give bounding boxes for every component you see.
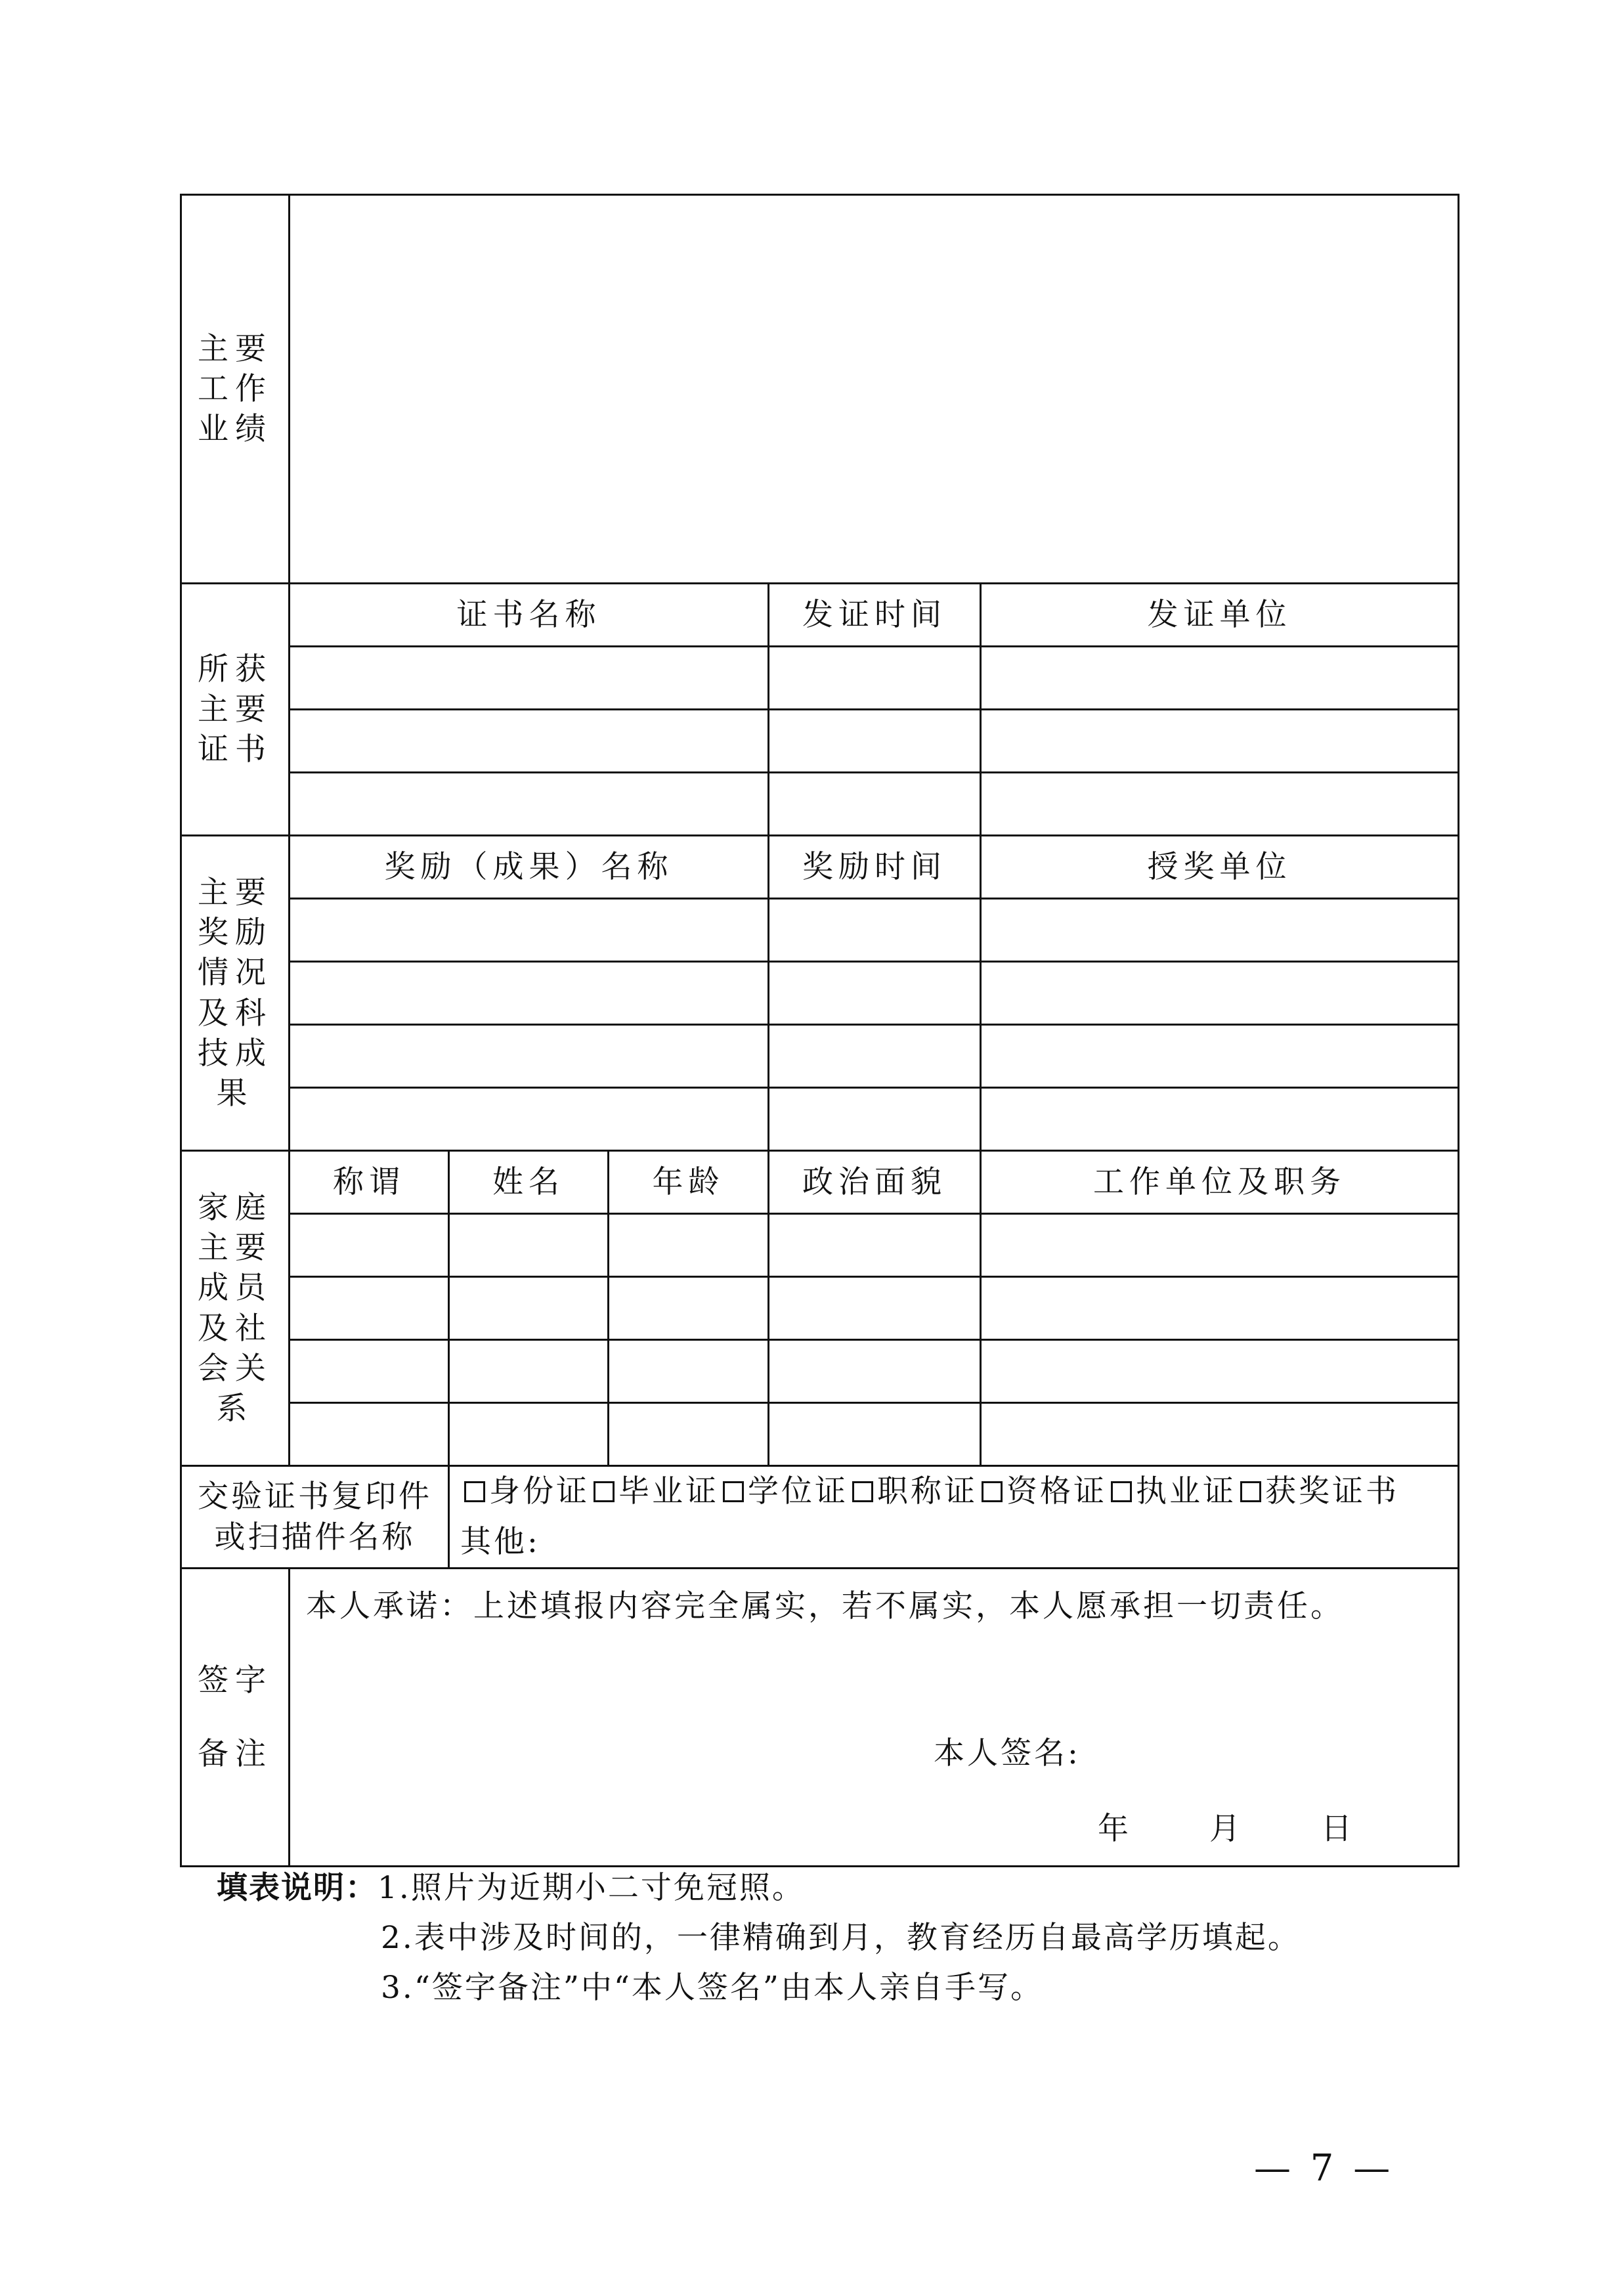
instruction-item: 2.表中涉及时间的，一律精确到月，教育经历自最高学历填起。 <box>381 1920 1301 1956</box>
member-name-header: 姓名 <box>449 1151 609 1214</box>
year-label: 年 <box>1098 1811 1129 1847</box>
political-status-cell[interactable] <box>769 1340 981 1403</box>
cert-name-header: 证书名称 <box>290 584 769 647</box>
instruction-item: 1.照片为近期小二寸免冠照。 <box>378 1870 805 1906</box>
signature-notes-label: 签字 备注 <box>181 1569 290 1867</box>
award-name-cell[interactable] <box>290 899 769 962</box>
employer-position-header: 工作单位及职务 <box>981 1151 1459 1214</box>
copies-other[interactable]: 其他: <box>460 1524 540 1560</box>
member-name-cell[interactable] <box>449 1340 609 1403</box>
relation-cell[interactable] <box>290 1340 449 1403</box>
signature-notes-field <box>290 1569 1459 1867</box>
degree-cert-checkbox[interactable] <box>723 1481 744 1502</box>
award-cert-checkbox[interactable] <box>1240 1481 1261 1502</box>
cert-name-cell[interactable] <box>290 710 769 773</box>
age-header: 年龄 <box>609 1151 769 1214</box>
award-date-cell[interactable] <box>769 1025 981 1088</box>
page-number: — 7 — <box>1254 2147 1394 2190</box>
awards-label: 主要 奖励 情况 及科 技成 果 <box>181 836 290 1151</box>
age-cell[interactable] <box>609 1340 769 1403</box>
award-name-cell[interactable] <box>290 1025 769 1088</box>
graduation-cert-checkbox[interactable] <box>594 1481 615 1502</box>
award-issuer-cell[interactable] <box>981 962 1459 1025</box>
cert-name-cell[interactable] <box>290 647 769 710</box>
signature-label[interactable]: 本人签名: <box>934 1735 1081 1771</box>
political-status-header: 政治面貌 <box>769 1151 981 1214</box>
cert-date-cell[interactable] <box>769 710 981 773</box>
family-label: 家庭 主要 成员 及社 会关 系 <box>181 1151 290 1466</box>
employer-position-cell[interactable] <box>981 1277 1459 1340</box>
employer-position-cell[interactable] <box>981 1340 1459 1403</box>
award-name-cell[interactable] <box>290 962 769 1025</box>
age-cell[interactable] <box>609 1277 769 1340</box>
submitted-copies-label: 交验证书复印件 或扫描件名称 <box>181 1466 449 1569</box>
graduation-cert-label: 毕业证 <box>618 1473 719 1509</box>
relation-cell[interactable] <box>290 1403 449 1466</box>
table-row <box>181 962 1459 1025</box>
cert-date-header: 发证时间 <box>769 584 981 647</box>
member-name-cell[interactable] <box>449 1403 609 1466</box>
cert-issuer-cell[interactable] <box>981 773 1459 836</box>
cert-issuer-cell[interactable] <box>981 710 1459 773</box>
degree-cert-label: 学位证 <box>748 1473 848 1509</box>
qualification-cert-label: 资格证 <box>1006 1473 1107 1509</box>
age-cell[interactable] <box>609 1214 769 1277</box>
instructions-title: 填表说明： <box>217 1870 378 1906</box>
certificates-label: 所获 主要 证书 <box>181 584 290 836</box>
id-card-label: 身份证 <box>489 1473 590 1509</box>
table-row <box>181 647 1459 710</box>
title-cert-checkbox[interactable] <box>852 1481 873 1502</box>
political-status-cell[interactable] <box>769 1403 981 1466</box>
award-name-cell[interactable] <box>290 1088 769 1151</box>
table-row <box>181 899 1459 962</box>
table-row <box>181 773 1459 836</box>
award-date-cell[interactable] <box>769 1088 981 1151</box>
instruction-item: 3.“签字备注”中“本人签名”由本人亲自手写。 <box>381 1970 1043 2006</box>
table-row <box>181 1340 1459 1403</box>
table-row <box>181 1025 1459 1088</box>
practice-cert-checkbox[interactable] <box>1111 1481 1132 1502</box>
award-issuer-cell[interactable] <box>981 899 1459 962</box>
work-achievements-label: 主要 工作 业绩 <box>181 195 290 584</box>
award-issuer-header: 授奖单位 <box>981 836 1459 899</box>
commitment-statement: 本人承诺：上述填报内容完全属实，若不属实，本人愿承担一切责任。 <box>306 1588 1344 1624</box>
award-date-cell[interactable] <box>769 962 981 1025</box>
relation-cell[interactable] <box>290 1214 449 1277</box>
political-status-cell[interactable] <box>769 1214 981 1277</box>
employer-position-cell[interactable] <box>981 1214 1459 1277</box>
day-label: 日 <box>1321 1811 1352 1847</box>
table-row <box>181 1403 1459 1466</box>
cert-name-cell[interactable] <box>290 773 769 836</box>
application-form-table <box>180 194 1459 1867</box>
id-card-checkbox[interactable] <box>464 1481 485 1502</box>
copies-checkbox-group <box>460 1467 1458 1517</box>
award-issuer-cell[interactable] <box>981 1088 1459 1151</box>
award-date-header: 奖励时间 <box>769 836 981 899</box>
member-name-cell[interactable] <box>449 1277 609 1340</box>
political-status-cell[interactable] <box>769 1277 981 1340</box>
member-name-cell[interactable] <box>449 1214 609 1277</box>
award-date-cell[interactable] <box>769 899 981 962</box>
age-cell[interactable] <box>609 1403 769 1466</box>
cert-date-cell[interactable] <box>769 647 981 710</box>
title-cert-label: 职称证 <box>877 1473 978 1509</box>
employer-position-cell[interactable] <box>981 1403 1459 1466</box>
qualification-cert-checkbox[interactable] <box>982 1481 1003 1502</box>
table-row <box>181 1277 1459 1340</box>
submitted-copies-field <box>449 1466 1459 1569</box>
award-cert-label: 获奖证书 <box>1265 1473 1399 1509</box>
filling-instructions <box>217 1863 1301 2013</box>
award-name-header: 奖励（成果）名称 <box>290 836 769 899</box>
award-issuer-cell[interactable] <box>981 1025 1459 1088</box>
cert-issuer-cell[interactable] <box>981 647 1459 710</box>
cert-date-cell[interactable] <box>769 773 981 836</box>
relation-header: 称谓 <box>290 1151 449 1214</box>
cert-issuer-header: 发证单位 <box>981 584 1459 647</box>
relation-cell[interactable] <box>290 1277 449 1340</box>
month-label: 月 <box>1209 1811 1240 1847</box>
practice-cert-label: 执业证 <box>1136 1473 1236 1509</box>
table-row <box>181 710 1459 773</box>
work-achievements-field[interactable] <box>290 195 1459 584</box>
table-row <box>181 1214 1459 1277</box>
table-row <box>181 1088 1459 1151</box>
